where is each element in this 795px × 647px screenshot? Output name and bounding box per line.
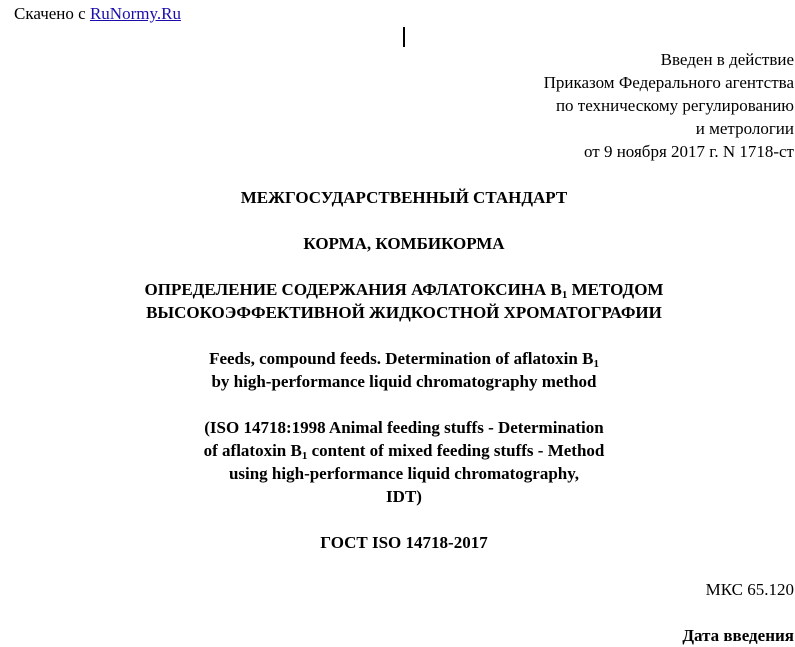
iso-reference-line-1: (ISO 14718:1998 Animal feeding stuffs - Determination bbox=[204, 418, 604, 437]
russian-title-line-1 bbox=[6, 278, 795, 301]
iso-reference-line-4: IDT) bbox=[386, 487, 422, 506]
russian-title bbox=[6, 278, 795, 324]
subscript: 1 bbox=[593, 358, 599, 370]
gost-designation-text: ГОСТ ISO 14718-2017 bbox=[320, 533, 488, 552]
iso-reference-part: content of mixed feeding stuffs - Method bbox=[307, 441, 605, 460]
iso-reference-line-3: using high-performance liquid chromatography, bbox=[228, 464, 580, 483]
source-line bbox=[14, 4, 181, 24]
effective-date-label: Дата введения bbox=[682, 626, 794, 645]
enactment-line: от 9 ноября 2017 г. N 1718-ст bbox=[584, 142, 794, 161]
enactment-line: Введен в действие bbox=[660, 50, 794, 69]
standard-subject-heading bbox=[6, 232, 795, 255]
standard-type-text: МЕЖГОСУДАРСТВЕННЫЙ СТАНДАРТ bbox=[240, 188, 568, 207]
subscript: 1 bbox=[561, 289, 568, 301]
russian-title-part: ОПРЕДЕЛЕНИЕ СОДЕРЖАНИЯ АФЛАТОКСИНА B bbox=[144, 280, 562, 299]
english-title-line-1 bbox=[0, 347, 795, 370]
russian-title-line-2: ВЫСОКОЭФФЕКТИВНОЙ ЖИДКОСТНОЙ ХРОМАТОГРАФИИ bbox=[146, 303, 662, 322]
text-cursor bbox=[403, 27, 405, 47]
english-title-part: Feeds, compound feeds. Determination of aflatoxin B bbox=[209, 349, 594, 368]
gost-designation bbox=[0, 531, 795, 554]
iso-reference bbox=[0, 416, 795, 508]
mks-code: МКС 65.120 bbox=[705, 580, 794, 599]
standard-subject-text: КОРМА, КОМБИКОРМА bbox=[303, 234, 505, 253]
enactment-line: и метрологии bbox=[695, 119, 794, 138]
iso-reference-line-2 bbox=[0, 439, 795, 462]
russian-title-part: МЕТОДОМ bbox=[567, 280, 664, 299]
iso-reference-part: of aflatoxin B bbox=[203, 441, 302, 460]
enactment-block bbox=[544, 48, 794, 163]
english-title-line-2: by high-performance liquid chromatography method bbox=[211, 372, 597, 391]
enactment-line: по техническому регулированию bbox=[555, 96, 794, 115]
source-prefix: Скачено с bbox=[14, 4, 90, 23]
subscript: 1 bbox=[301, 450, 308, 462]
english-title bbox=[0, 347, 795, 393]
enactment-line: Приказом Федерального агентства bbox=[543, 73, 794, 92]
source-link[interactable]: RuNormy.Ru bbox=[89, 4, 181, 23]
standard-type-heading bbox=[6, 186, 795, 209]
